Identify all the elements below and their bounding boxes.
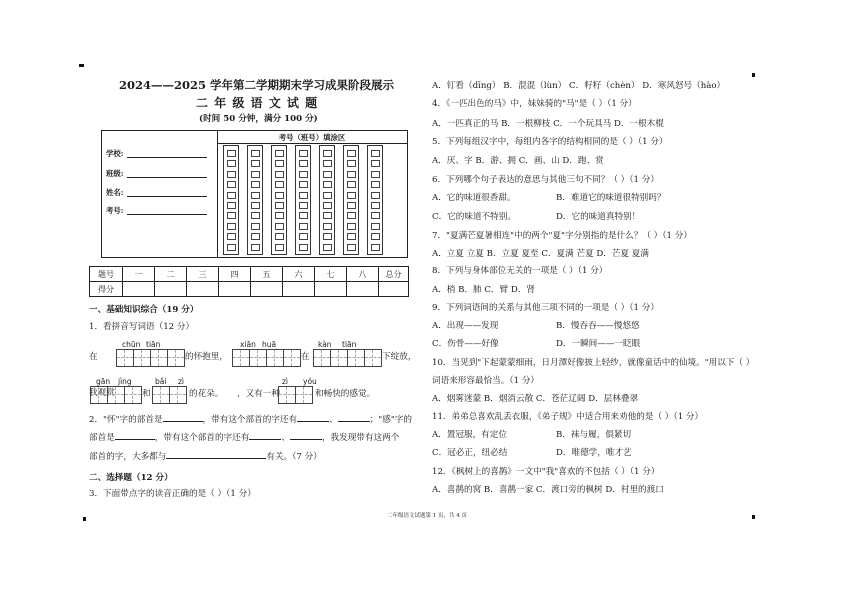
score-cell: 四 [219,267,251,282]
exam-number-bubble[interactable] [323,223,332,230]
exam-number-bubble[interactable] [347,202,356,209]
question-10: 10．当见到"下起蒙蒙细雨，日月潭好像披上轻纱，就像童话中的仙境。"用以下（ ） [432,358,755,368]
exam-number-bubble[interactable] [227,223,236,230]
exam-number-bubble[interactable] [227,171,236,178]
exam-number-field[interactable] [127,214,207,215]
write-box[interactable] [169,386,187,404]
write-box[interactable] [347,349,365,367]
exam-number-bubble[interactable] [299,181,308,188]
write-box[interactable] [278,386,296,404]
exam-number-column [271,145,287,255]
write-box[interactable] [167,349,185,367]
pinyin-label: xiān [240,340,256,349]
exam-number-bubble[interactable] [275,233,284,240]
exam-number-bubble[interactable] [323,150,332,157]
exam-number-bubble[interactable] [371,244,380,251]
pinyin-label: gān [96,377,111,386]
score-cell: 六 [283,267,315,282]
q9-option-c: C．伤骨——好像 [432,339,499,349]
write-box[interactable] [249,349,267,367]
panel-divider [217,131,218,257]
pinyin-label: zì [178,377,185,386]
exam-number-column [295,145,311,255]
exam-number-bubble[interactable] [347,212,356,219]
exam-number-bubble[interactable] [347,233,356,240]
exam-number-bubble[interactable] [227,244,236,251]
exam-number-bubble[interactable] [275,244,284,251]
exam-number-bubble[interactable] [323,192,332,199]
exam-number-bubble[interactable] [347,192,356,199]
q1-text: 在 [89,352,98,362]
exam-title: 2024——2025 学年第二学期期末学习成果阶段展示 [119,78,395,92]
question-2: 2．"怀"字的部首是 ，带有这个部首的字还有 、 ；"感"字的 [89,415,412,425]
exam-number-bubble[interactable] [323,212,332,219]
exam-number-bubble[interactable] [275,223,284,230]
score-cell[interactable] [347,282,379,297]
q1-text: 和 [142,389,151,399]
exam-number-bubble[interactable] [227,150,236,157]
exam-number-bubble[interactable] [299,244,308,251]
score-cell: 五 [251,267,283,282]
exam-number-bubble[interactable] [323,233,332,240]
registration-mark [752,73,755,77]
exam-number-bubble[interactable] [227,202,236,209]
exam-number-bubble[interactable] [371,160,380,167]
question-2-line-3: 部首的字，大多都与 有关。（7 分） [89,452,322,462]
exam-number-column [319,145,335,255]
name-label: 姓名: [106,188,124,197]
pinyin-label: bǎi [155,377,167,386]
exam-number-bubble[interactable] [323,244,332,251]
page-footer: 二年级语文试题第 1 页，共 4 页 [387,513,467,519]
q11-option-c: C．冠必正，纽必结 [432,448,508,458]
score-cell[interactable] [219,282,251,297]
question-3: 3．下面带点字的读音正确的是（ ）（1 分） [89,489,256,499]
q1-text: 我观赏 [89,388,115,398]
school-label: 学校: [106,149,124,158]
exam-number-bubble[interactable] [227,192,236,199]
exam-number-bubble[interactable] [251,233,260,240]
question-7: 7．"夏满芒夏暑相连"中的两个"夏"字分别指的是什么？（ ）（1 分） [432,231,692,241]
write-box[interactable] [266,349,284,367]
write-box[interactable] [150,349,168,367]
exam-number-bubble[interactable] [299,202,308,209]
question-4: 4．《一匹出色的马》中，妹妹骑的"马"是（ ）（1 分） [432,99,637,109]
exam-number-label: 考号: [106,206,124,215]
q3-options: A．钉看（dīng） B．混混（lùn） C．籽籽（chèn） D．寒风怒号（hào） [432,81,726,91]
q1-text: 的花朵。 [189,389,224,399]
score-cell: 总分 [379,267,409,282]
score-cell: 七 [315,267,347,282]
exam-number-bubble[interactable] [323,202,332,209]
q1-text: 在 [301,352,310,362]
q11-option-b: B．袜与履，俱紧切 [556,430,632,440]
q11-option-a: A．置冠服，有定位 [432,430,507,440]
exam-subtitle: 二 年 级 语 文 试 题 [196,96,319,110]
exam-number-bubble[interactable] [299,160,308,167]
score-cell[interactable] [155,282,187,297]
exam-number-bubble[interactable] [347,150,356,157]
q1-text: 下绽放， [382,352,417,362]
score-cell: 题号 [90,267,123,282]
q9-option-d: D．一瞬间——一眨眼 [556,339,641,349]
score-cell[interactable] [283,282,315,297]
pinyin-label: jìng [118,377,132,386]
q1-text: 和畅快的感觉。 [315,389,376,399]
exam-number-bubble[interactable] [299,223,308,230]
q6-option-c: C．它的味道不特别。 [432,212,516,222]
exam-number-bubble[interactable] [371,223,380,230]
exam-number-bubble[interactable] [275,171,284,178]
q1-text: 的怀抱里， [185,352,228,362]
pinyin-label: kàn [318,340,332,349]
class-field[interactable] [127,177,207,178]
exam-number-bubble[interactable] [251,150,260,157]
q9-option-a: A．出现——发现 [432,321,499,331]
exam-number-bubble[interactable] [299,171,308,178]
exam-number-bubble[interactable] [371,212,380,219]
pinyin-label: yóu [303,377,317,386]
exam-number-bubble[interactable] [251,212,260,219]
exam-number-bubble[interactable] [371,171,380,178]
score-cell[interactable] [123,282,155,297]
q5-options: A．厌、字 B．游、拥 C．画、山 D．跑、赏 [432,156,604,166]
q6-option-d: D．它的味道真特别！ [556,212,641,222]
write-box[interactable] [364,349,382,367]
question-12: 12．《枫树上的喜鹊》一文中"我"喜欢的不包括（ ）（1 分） [432,467,660,477]
q10-options: A．烟雾迷蒙 B．烟消云散 C．苍茫辽阔 D．层林叠翠 [432,394,639,404]
exam-number-bubble[interactable] [371,192,380,199]
write-box[interactable] [90,386,108,404]
write-box[interactable] [330,349,348,367]
score-cell[interactable] [315,282,347,297]
score-cell: 八 [347,267,379,282]
student-info-panel [101,130,408,258]
exam-number-bubble[interactable] [227,181,236,188]
exam-number-bubble[interactable] [323,181,332,188]
score-cell: 得分 [90,282,123,297]
exam-number-bubble[interactable] [251,181,260,188]
score-header-row [90,267,409,282]
q11-option-d: D．唯德学，唯才艺 [556,448,632,458]
question-6: 6．下列哪个句子表达的意思与其他三句不同？（ ）（1 分） [432,175,659,185]
exam-number-bubble[interactable] [371,233,380,240]
write-box[interactable] [133,349,151,367]
exam-number-bubble[interactable] [347,181,356,188]
question-1: 1．看拼音写词语（12 分） [89,322,195,332]
q8-options: A．梢 B．肺 C．臂 D．肾 [432,285,535,295]
pinyin-label: tiān [146,340,161,349]
write-box[interactable] [116,349,134,367]
exam-number-column [367,145,383,255]
q9-option-b: B．慢吞吞——慢悠悠 [556,321,640,331]
registration-mark [752,515,755,519]
exam-number-bubble[interactable] [299,212,308,219]
score-cell: 一 [123,267,155,282]
exam-number-bubble[interactable] [251,223,260,230]
exam-number-bubble[interactable] [227,160,236,167]
registration-mark [83,517,86,521]
exam-number-bubble[interactable] [299,233,308,240]
exam-number-bubble[interactable] [227,212,236,219]
exam-number-bubble[interactable] [275,181,284,188]
score-cell[interactable] [379,282,409,297]
pinyin-label: tiān [342,340,357,349]
pinyin-label: zì [282,377,289,386]
score-value-row [90,282,409,297]
write-box[interactable] [313,349,331,367]
exam-number-bubble[interactable] [371,181,380,188]
registration-mark [79,64,84,67]
exam-number-bubble[interactable] [227,233,236,240]
exam-number-bubble[interactable] [251,171,260,178]
question-9: 9．下列词语间的关系与其他三项不同的一项是（ ）（1 分） [432,303,659,313]
exam-number-bubble[interactable] [299,150,308,157]
exam-number-bubble[interactable] [323,171,332,178]
exam-number-bubble[interactable] [251,160,260,167]
exam-number-bubble[interactable] [299,192,308,199]
exam-number-bubble[interactable] [275,202,284,209]
question-11: 11．弟弟总喜欢乱丢衣服，《弟子规》中适合用来劝他的是（ ）（1 分） [432,412,704,422]
score-cell: 三 [187,267,219,282]
exam-number-bubble[interactable] [347,223,356,230]
write-box[interactable] [152,386,170,404]
q1-text: ，又有一种 [237,389,280,399]
question-10-line-2: 词语来形容最恰当。（1 分） [432,376,540,386]
write-box[interactable] [107,386,125,404]
exam-number-bubble[interactable] [275,212,284,219]
exam-number-column [247,145,263,255]
time-note: (时间 50 分钟，满分 100 分) [199,114,318,124]
zone-rule [217,143,407,144]
q7-options: A．立夏 立夏 B．立夏 夏至 C．夏满 芒夏 D．芒夏 夏满 [432,249,649,259]
exam-number-bubble[interactable] [275,192,284,199]
write-box[interactable] [124,386,142,404]
exam-number-bubble[interactable] [347,160,356,167]
pinyin-label: chūn [122,340,141,349]
pinyin-label: huā [262,340,277,349]
question-5: 5．下列每组汉字中，每组内各字的结构相同的是（ ）（1 分） [432,137,668,147]
exam-number-column [343,145,359,255]
score-cell[interactable] [187,282,219,297]
q6-option-b: B．难道它的味道很特别吗？ [556,193,666,203]
exam-number-bubble[interactable] [371,202,380,209]
write-box[interactable] [283,349,301,367]
question-8: 8．下列与身体部位无关的一项是（ ）（1 分） [432,266,608,276]
exam-number-bubble[interactable] [251,192,260,199]
write-box[interactable] [295,386,313,404]
exam-number-bubble[interactable] [275,150,284,157]
write-box[interactable] [232,349,250,367]
school-field[interactable] [127,157,207,158]
score-cell: 二 [155,267,187,282]
q4-options: A．一匹真正的马 B．一根柳枝 C．一个玩具马 D．一根木棍 [432,119,664,129]
q12-options: A．喜鹊的窝 B．喜鹊一家 C．渡口旁的枫树 D．村里的渡口 [432,485,664,495]
class-label: 班级: [106,169,124,178]
exam-number-bubble[interactable] [275,160,284,167]
exam-number-bubble[interactable] [347,171,356,178]
exam-number-bubble[interactable] [251,202,260,209]
exam-number-bubble[interactable] [251,244,260,251]
question-2-line-2: 部首是 ，带有这个部首的字还有 、 ，我发现带有这两个 [89,433,400,443]
score-table [89,266,409,297]
exam-number-bubble[interactable] [323,160,332,167]
section-2-heading: 二、选择题（12 分） [89,473,173,483]
exam-number-column [223,145,239,255]
score-cell[interactable] [251,282,283,297]
name-field[interactable] [127,196,207,197]
q6-option-a: A．它的味道很香甜。 [432,193,516,203]
exam-number-bubble[interactable] [371,150,380,157]
section-1-heading: 一、基础知识综合（19 分） [89,305,199,315]
exam-number-zone-title: 考号（班号）填涂区 [278,133,346,142]
exam-number-bubble[interactable] [347,244,356,251]
